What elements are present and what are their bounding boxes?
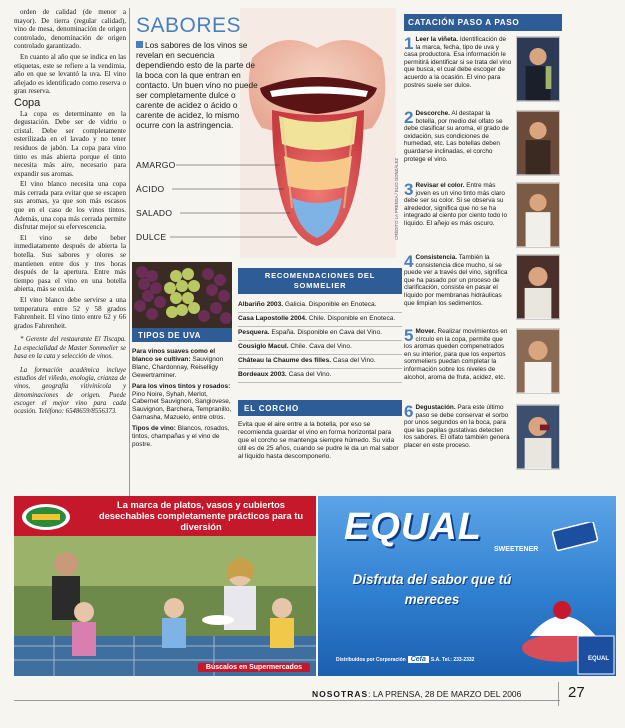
- catacion-step-3: [404, 182, 512, 228]
- el-corcho-text: Evita que el aire entre a la botella, por eso se recomienda guardar el vino en forma horizontal para que el corcho se mantenga siempre húmedo. Su vida útil es de 25 años, cuando se pudre le da un mal sabor al líquido hasta descomponerlo.: [238, 421, 399, 460]
- el-corcho-heading: EL CORCHO: [238, 400, 402, 416]
- step-title: Mover.: [415, 328, 436, 335]
- tipos-de-uva-section: [132, 262, 232, 490]
- author-note: * Gerente del restaurante El Tiscapa. La especialidad de Master Sommelier se basa en la cata y selección de vinos.: [14, 336, 126, 360]
- recomendaciones-section: [238, 268, 402, 398]
- tipos-de-uva-text: [132, 348, 232, 452]
- cefa-logo: Cefa: [408, 656, 429, 663]
- taste-label-amargo: AMARGO: [136, 160, 176, 170]
- step-number: 5: [404, 326, 414, 345]
- wine-name: Château la Chaume des filles.: [238, 357, 332, 364]
- list-item: [238, 313, 402, 327]
- catacion-step-5: [404, 328, 512, 381]
- step-number: 6: [404, 402, 414, 421]
- taste-label-salado: SALADO: [136, 208, 173, 218]
- wine-name: Pesquera.: [238, 329, 270, 336]
- ad-title: La marca de platos, vasos y cubiertos desechables completamente prácticos para tu diversión: [98, 500, 304, 532]
- wine-info: Casa del Vino.: [331, 357, 376, 364]
- sabores-intro-text: Los sabores de los vinos se revelan en secuencia dependiendo esto de la parte de la boca con la que entran en contacto. Un buen vino no puede ser completamente dulce o carente de acidez o ácido o carente de acidez, lo mismo ocurre con la astringencia.: [136, 40, 258, 130]
- el-corcho-section: [238, 400, 402, 495]
- wine-name: Albariño 2003.: [238, 301, 284, 308]
- paragraph: La copa es determinante en la degustación. Debe ser de vidrio o cristal. Debe ser completamente esterilizada en el lavado y no tener residuos de jabón. La copa para vino tinto es más abierta porque el tinto necesita más aire, necesario para expandir sus aromas.: [14, 109, 126, 178]
- list-item-text: Blancos, rosados, tintos, champañas y el vino de postre.: [132, 425, 230, 448]
- equal-packet-icon: [550, 522, 600, 552]
- footer-caption: [312, 689, 521, 699]
- publication-date: : LA PRENSA, 28 DE MARZO DEL 2006: [368, 689, 522, 699]
- list-item-text: Pino Noire, Syhah, Merlot, Cabernet Sauvignon, Sangiovese, Sauvignon, Barchera, Tempranillo, Garnasha, Mazuelo, entre otros.: [132, 390, 232, 422]
- list-item: [132, 425, 232, 449]
- bullet-square-icon: [136, 41, 143, 48]
- brand-logo: [20, 502, 72, 532]
- step-title: Descorche.: [415, 110, 450, 117]
- page-number: 27: [568, 684, 585, 701]
- ad-disposable-tableware[interactable]: [14, 496, 316, 676]
- sabores-intro: [136, 40, 258, 130]
- pack-label: EQUAL: [588, 656, 609, 662]
- family-picnic-photo: [14, 536, 316, 676]
- wine-info: Casa del Vino.: [286, 371, 332, 378]
- step-title: Degustación.: [415, 404, 456, 411]
- catacion-step-4: [404, 254, 512, 307]
- sommelier-photo: [516, 254, 560, 320]
- list-item: [132, 383, 232, 423]
- list-item: [238, 341, 402, 355]
- catacion-step-6: [404, 404, 512, 450]
- sommelier-photo: [516, 36, 560, 102]
- wine-info: Chile. Cava del Vino.: [288, 343, 352, 350]
- article-column-left: [14, 8, 126, 498]
- distributor-phone: S.A. Tel.: 233-2332: [430, 657, 475, 663]
- paragraph: El vino blanco debe servirse a una temperatura entre 52 y 58 grados Fahrenheit. El vino tinto entre 62 y 66 grados Fahrenheit.: [14, 296, 126, 330]
- catacion-section: [404, 14, 562, 494]
- step-text: Realizar movimientos en círculo en la copa, permite que los aromas queden compenetrados en su interior, para que los expertos sommeliers puedan completar la información sobre los niveles de alcohol, aroma de fruta, acidez, etc.: [404, 328, 508, 381]
- step-number: 1: [404, 34, 414, 53]
- author-note: La formación académica incluye estudios del viñedo, enología, crianza de vinos, geografía vitivinícola y denominaciones de origen. Puede escoger el mejor vino para cada ocasión. Teléfono: 6548659/8556373.: [14, 366, 126, 415]
- step-text: Para este último paso se debe conservar el sorbo por unos segundos en la boca, para que las papilas gustativas detecten los sabores. El olfato también genera placer en este proceso.: [404, 404, 510, 449]
- catacion-heading: CATACIÓN PASO A PASO: [404, 14, 562, 31]
- paragraph: El vino blanco necesita una copa más cerrada para evitar que se escapen sus aromas, ya que son más escasos que en el caso de los vinos tintos. Además, una copa más cerrada permite disfrutar mejor su efervescencia.: [14, 180, 126, 232]
- list-item-label: Tipos de vino:: [132, 425, 176, 433]
- step-title: Revisar el color.: [415, 182, 465, 189]
- catacion-step-2: [404, 110, 512, 163]
- step-number: 2: [404, 108, 414, 127]
- list-item: [132, 348, 232, 380]
- ad-cta: Búscalos en Supermercados: [198, 663, 310, 672]
- list-item-text: Sauvignon Blanc, Chardonnay, Reiselligy Gewertraminer.: [132, 355, 224, 379]
- wine-name: Cousiglo Macul.: [238, 343, 289, 350]
- step-text: Entre más joven es un vino tinto más claro debe ser su color. Si se observa su alrededor, significa que no se ha integrado al ciento por ciento todo lo líquido. El añejo es más oscuro.: [404, 182, 508, 227]
- list-item: [238, 369, 402, 383]
- wine-info: Chile. Disponible en Enoteca.: [306, 315, 396, 322]
- step-title: Leer la viñeta.: [415, 36, 459, 43]
- recomendaciones-heading: RECOMENDACIONES DEL SOMMELIER: [238, 268, 402, 294]
- sommelier-photo: [516, 328, 560, 394]
- magazine-name: NOSOTRAS: [312, 689, 369, 699]
- recomendaciones-list: [238, 299, 402, 383]
- distributor-text: Distribuidos por Corporación: [336, 657, 406, 663]
- wine-name: Bordeaux 2003.: [238, 371, 287, 378]
- step-number: 4: [404, 252, 414, 271]
- column-divider: [129, 8, 130, 496]
- step-text: Al destapar la botella, por medio del olfato se debe clasificar su aroma, el grado de oxidación, sus condiciones de humedad, etc. Las botellas deben guardarse inclinadas, el corcho protege el vino.: [404, 110, 509, 163]
- taste-label-dulce: DULCE: [136, 232, 167, 242]
- sabores-section: [132, 8, 400, 258]
- paragraph: En cuanto al año que se indica en las etiquetas, este se refiere a la vendimia, año en que se levantó la uva. El vino añejado es identificado como reserva o gran reserva.: [14, 52, 126, 96]
- section-heading-copa: Copa: [14, 96, 41, 109]
- sommelier-photo: [516, 110, 560, 176]
- distributor-line: [336, 656, 474, 663]
- ad-slogan: Disfruta del sabor que tú mereces: [352, 572, 512, 607]
- list-item: [238, 299, 402, 313]
- ad-equal-sweetener[interactable]: [318, 496, 616, 676]
- sommelier-photo: [516, 182, 560, 248]
- step-text: Identificación de la marca, fecha, tipo de uva y casa productora. Esa información le permitirá identificar si se trata del vino que busca, el cual debe escoger de acuerdo a la ocasión. El vino para postres suele ser dulce.: [404, 36, 512, 89]
- catacion-step-1: [404, 36, 512, 89]
- paragraph: El vino se debe beber inmediatamente después de abierta la botella. Sus sabores y olores se mantienen entre dos y tres horas después de la apertura. Entre más tiempo pasa el vino en una botella abierta, más se oxida.: [14, 233, 126, 294]
- list-item: [238, 327, 402, 341]
- tipos-de-uva-heading: TIPOS DE UVA: [132, 328, 232, 342]
- sabores-title: SABORES: [136, 14, 242, 37]
- step-text: También la consistencia dice mucho, si se puede ver a través del vino, significa que ha pasado por un proceso de clarificación, consiste en pasar el líquido por membranas hidráulicas que limpian los sedimentos.: [404, 254, 508, 307]
- equal-logo: EQUAL: [344, 506, 482, 548]
- step-title: Consistencia.: [415, 254, 458, 261]
- photo-credit: CRÉDITO LA PRENSA / ELIO GONZÁLEZ: [394, 158, 399, 240]
- step-number: 3: [404, 180, 414, 199]
- taste-label-acido: ÁCIDO: [136, 184, 165, 194]
- wine-info: España. Disponible en Cava del Vino.: [269, 329, 382, 336]
- list-item-label: Para los vinos tintos y rosados:: [132, 382, 231, 390]
- list-item-label: Para vinos suaves como el blanco se cultivan:: [132, 348, 216, 363]
- page-footer: [0, 682, 625, 728]
- sommelier-photo: [516, 404, 560, 470]
- footer-divider: [558, 682, 559, 706]
- equal-subtitle: SWEETENER: [494, 546, 539, 553]
- list-item: [238, 355, 402, 369]
- footer-rule: [14, 700, 560, 701]
- paragraph: orden de calidad (de menor a mayor). De tierra (regular calidad), vino de mesa, denominación de origen controlado, denominación de origen controlado garantizado.: [14, 8, 126, 51]
- wine-name: Casa Lapostolle 2004.: [238, 315, 307, 322]
- grapes-photo: [132, 262, 232, 328]
- wine-info: Galicia. Disponible en Enoteca.: [283, 301, 377, 308]
